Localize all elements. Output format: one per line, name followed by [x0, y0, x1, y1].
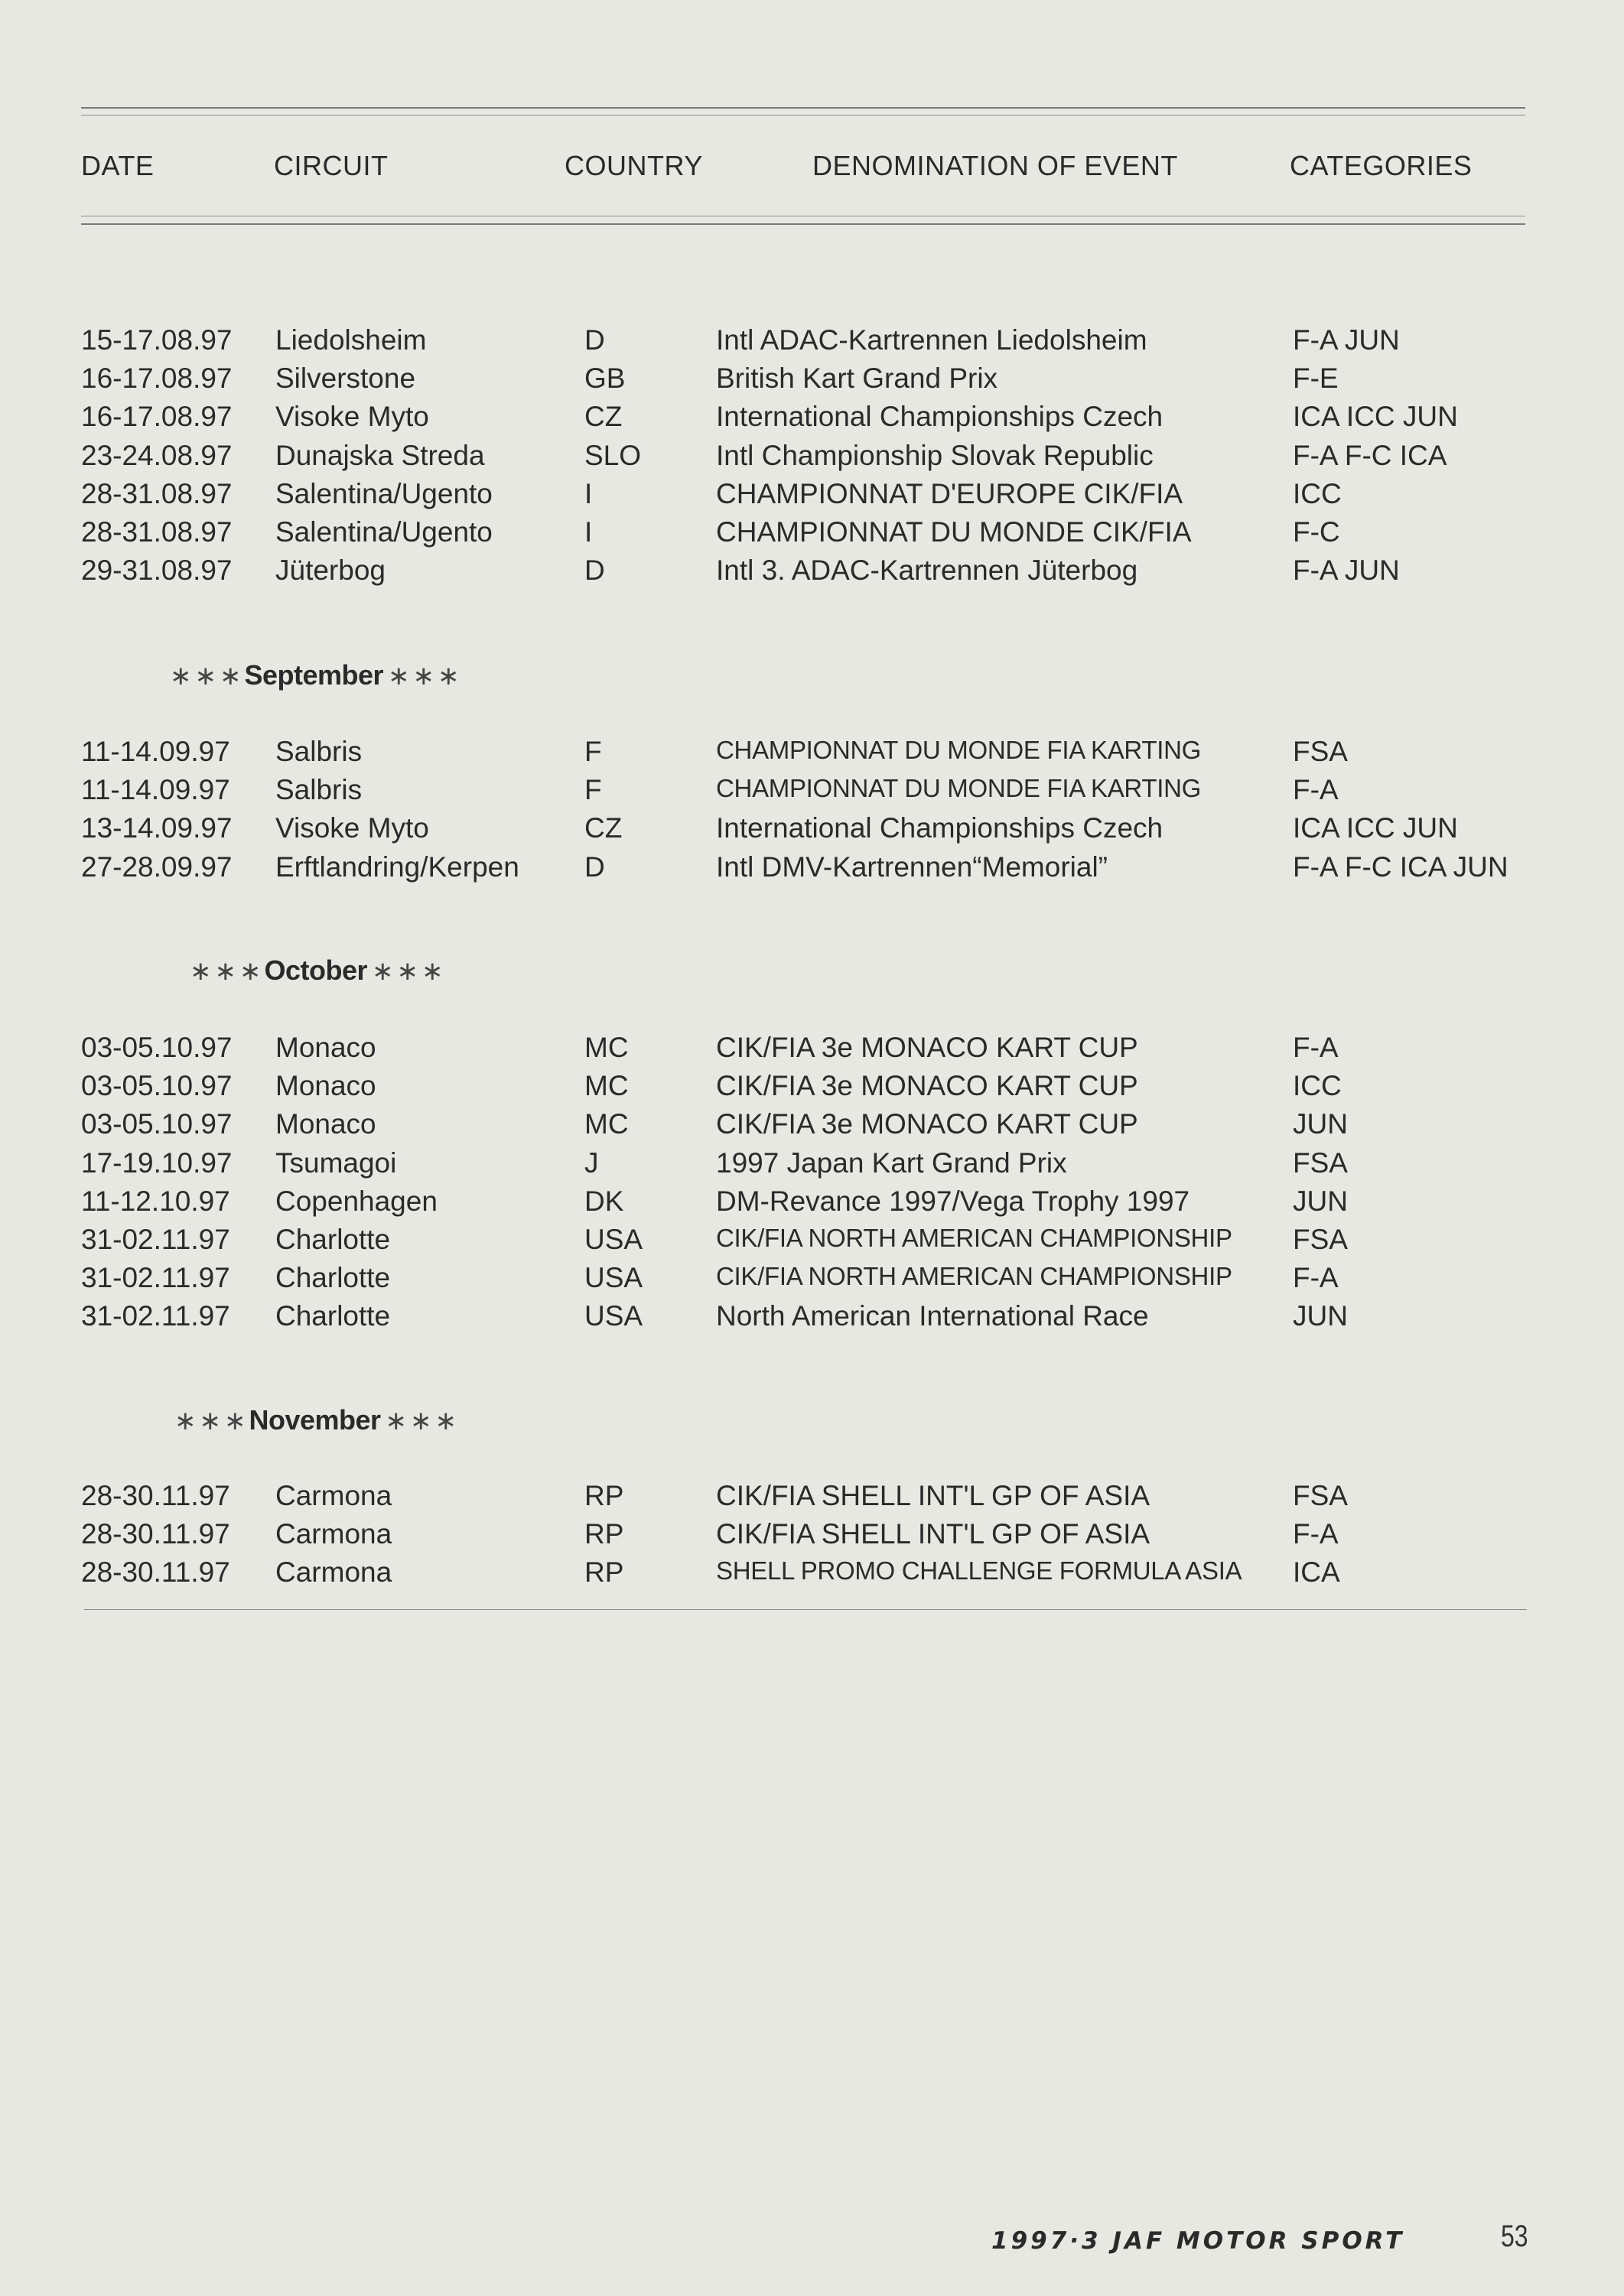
event-cell: CHAMPIONNAT D'EUROPE CIK/FIA — [716, 477, 1183, 509]
month-heading — [174, 1404, 460, 1436]
header-circuit: CIRCUIT — [274, 150, 389, 181]
country-cell: RP — [584, 1518, 624, 1550]
event-cell: DM-Revance 1997/Vega Trophy 1997 — [716, 1185, 1190, 1217]
categories-cell: ICA ICC JUN — [1293, 812, 1458, 844]
table-row — [0, 1108, 1624, 1146]
table-row — [0, 774, 1624, 812]
date-cell: 03-05.10.97 — [81, 1032, 233, 1063]
date-cell: 17-19.10.97 — [81, 1146, 233, 1179]
circuit-cell: Salentina/Ugento — [275, 477, 493, 509]
table-row — [0, 554, 1624, 593]
top-rule-1 — [81, 107, 1525, 109]
categories-cell: JUN — [1293, 1185, 1348, 1217]
categories-cell: F-A — [1293, 1518, 1339, 1550]
table-row — [0, 1556, 1624, 1595]
page-number: 53 — [1501, 2220, 1528, 2253]
circuit-cell: Carmona — [275, 1556, 392, 1589]
table-row — [0, 478, 1624, 516]
event-cell: CIK/FIA 3e MONACO KART CUP — [716, 1070, 1138, 1102]
table-row — [0, 851, 1624, 889]
header-categories: CATEGORIES — [1290, 150, 1473, 181]
date-cell: 31-02.11.97 — [81, 1262, 230, 1294]
categories-cell: F-A — [1293, 1032, 1339, 1063]
country-cell: J — [584, 1146, 599, 1179]
date-cell: 03-05.10.97 — [81, 1108, 233, 1140]
publication-footer: 1997·3 JAF MOTOR SPORT — [991, 2227, 1405, 2255]
categories-cell: F-A F-C ICA — [1293, 439, 1447, 471]
date-cell: 11-14.09.97 — [81, 774, 230, 806]
categories-cell: FSA — [1293, 1480, 1348, 1511]
asterisk-ornament-icon: ∗∗∗ — [385, 1407, 460, 1436]
circuit-cell: Charlotte — [275, 1262, 391, 1294]
table-row — [0, 1147, 1624, 1185]
categories-cell: ICC — [1293, 1070, 1342, 1102]
asterisk-ornament-icon: ∗∗∗ — [170, 662, 245, 691]
date-cell: 11-14.09.97 — [81, 736, 230, 767]
date-cell: 28-30.11.97 — [81, 1480, 230, 1511]
circuit-cell: Visoke Myto — [275, 401, 429, 433]
header-rule-2 — [81, 223, 1525, 225]
country-cell: MC — [584, 1108, 629, 1140]
asterisk-ornament-icon: ∗∗∗ — [372, 957, 447, 986]
country-cell: F — [584, 774, 602, 806]
event-cell: 1997 Japan Kart Grand Prix — [716, 1146, 1067, 1179]
categories-cell: JUN — [1293, 1108, 1348, 1140]
table-row — [0, 1070, 1624, 1108]
date-cell: 11-12.10.97 — [81, 1185, 230, 1217]
event-cell: CHAMPIONNAT DU MONDE FIA KARTING — [716, 736, 1201, 764]
country-cell: I — [584, 477, 593, 509]
country-cell: SLO — [584, 439, 642, 471]
categories-cell: ICA — [1293, 1556, 1340, 1589]
categories-cell: F-A F-C ICA JUN — [1293, 850, 1508, 883]
country-cell: D — [584, 324, 605, 356]
circuit-cell: Charlotte — [275, 1224, 391, 1255]
circuit-cell: Erftlandring/Kerpen — [275, 850, 519, 883]
country-cell: F — [584, 736, 602, 767]
country-cell: USA — [584, 1224, 643, 1255]
asterisk-ornament-icon: ∗∗∗ — [388, 662, 463, 691]
table-row — [0, 1518, 1624, 1556]
circuit-cell: Copenhagen — [275, 1185, 438, 1217]
table-row — [0, 1185, 1624, 1224]
event-cell: Intl 3. ADAC-Kartrennen Jüterbog — [716, 554, 1138, 587]
event-cell: CHAMPIONNAT DU MONDE CIK/FIA — [716, 516, 1192, 548]
circuit-cell: Salbris — [275, 736, 363, 767]
country-cell: D — [584, 554, 605, 587]
categories-cell: F-A — [1293, 1262, 1339, 1294]
country-cell: RP — [584, 1556, 624, 1589]
circuit-cell: Liedolsheim — [275, 324, 427, 356]
country-cell: D — [584, 850, 605, 883]
categories-cell: F-A JUN — [1293, 324, 1400, 356]
event-cell: Intl Championship Slovak Republic — [716, 439, 1154, 471]
event-cell: Intl ADAC-Kartrennen Liedolsheim — [716, 324, 1147, 356]
date-cell: 28-31.08.97 — [81, 477, 233, 509]
circuit-cell: Jüterbog — [275, 554, 386, 587]
circuit-cell: Monaco — [275, 1032, 376, 1063]
table-row — [0, 1480, 1624, 1518]
table-row — [0, 324, 1624, 363]
categories-cell: JUN — [1293, 1300, 1348, 1332]
country-cell: DK — [584, 1185, 624, 1217]
country-cell: I — [584, 516, 593, 548]
month-name: October — [264, 954, 367, 986]
date-cell: 31-02.11.97 — [81, 1300, 230, 1332]
event-cell: North American International Race — [716, 1300, 1149, 1332]
header-country: COUNTRY — [565, 150, 703, 181]
event-cell: CIK/FIA NORTH AMERICAN CHAMPIONSHIP — [716, 1262, 1232, 1291]
month-heading — [190, 954, 446, 987]
categories-cell: ICC — [1293, 477, 1342, 509]
table-row — [0, 1262, 1624, 1300]
categories-cell: F-A — [1293, 774, 1339, 806]
date-cell: 16-17.08.97 — [81, 363, 233, 395]
table-row — [0, 1032, 1624, 1070]
asterisk-ornament-icon: ∗∗∗ — [174, 1407, 249, 1436]
date-cell: 23-24.08.97 — [81, 439, 233, 471]
categories-cell: FSA — [1293, 736, 1348, 767]
month-name: November — [249, 1404, 381, 1436]
date-cell: 27-28.09.97 — [81, 850, 233, 883]
categories-cell: F-A JUN — [1293, 554, 1400, 587]
categories-cell: ICA ICC JUN — [1293, 401, 1458, 433]
date-cell: 13-14.09.97 — [81, 812, 233, 844]
circuit-cell: Carmona — [275, 1518, 392, 1550]
table-row — [0, 401, 1624, 439]
date-cell: 28-30.11.97 — [81, 1556, 230, 1589]
table-row — [0, 363, 1624, 401]
circuit-cell: Salbris — [275, 774, 363, 806]
month-name: September — [244, 659, 384, 691]
circuit-cell: Salentina/Ugento — [275, 516, 493, 548]
circuit-cell: Monaco — [275, 1070, 376, 1102]
header-date: DATE — [81, 150, 155, 181]
country-cell: USA — [584, 1262, 643, 1294]
categories-cell: FSA — [1293, 1146, 1348, 1179]
bottom-rule — [84, 1609, 1527, 1610]
categories-cell: FSA — [1293, 1224, 1348, 1255]
date-cell: 29-31.08.97 — [81, 554, 233, 587]
table-row — [0, 516, 1624, 554]
event-cell: Intl DMV-Kartrennen“Memorial” — [716, 850, 1108, 883]
table-row — [0, 736, 1624, 774]
asterisk-ornament-icon: ∗∗∗ — [190, 957, 265, 986]
header-event: DENOMINATION OF EVENT — [812, 150, 1178, 181]
circuit-cell: Charlotte — [275, 1300, 391, 1332]
event-cell: CIK/FIA NORTH AMERICAN CHAMPIONSHIP — [716, 1224, 1232, 1252]
country-cell: USA — [584, 1300, 643, 1332]
table-row — [0, 1224, 1624, 1262]
country-cell: GB — [584, 363, 626, 395]
table-header — [0, 150, 1624, 188]
date-cell: 15-17.08.97 — [81, 324, 233, 356]
circuit-cell: Dunajska Streda — [275, 439, 485, 471]
event-cell: British Kart Grand Prix — [716, 363, 998, 395]
event-cell: CIK/FIA 3e MONACO KART CUP — [716, 1032, 1138, 1063]
country-cell: CZ — [584, 812, 623, 844]
event-cell: CIK/FIA SHELL INT'L GP OF ASIA — [716, 1518, 1150, 1550]
date-cell: 16-17.08.97 — [81, 401, 233, 433]
circuit-cell: Monaco — [275, 1108, 376, 1140]
country-cell: MC — [584, 1032, 629, 1063]
date-cell: 03-05.10.97 — [81, 1070, 233, 1102]
table-row — [0, 1300, 1624, 1338]
table-row — [0, 440, 1624, 478]
country-cell: RP — [584, 1480, 624, 1511]
event-cell: SHELL PROMO CHALLENGE FORMULA ASIA — [716, 1556, 1242, 1585]
event-cell: International Championships Czech — [716, 401, 1163, 433]
circuit-cell: Silverstone — [275, 363, 416, 395]
country-cell: CZ — [584, 401, 623, 433]
event-cell: International Championships Czech — [716, 812, 1163, 844]
month-heading — [170, 659, 463, 691]
country-cell: MC — [584, 1070, 629, 1102]
table-row — [0, 812, 1624, 850]
circuit-cell: Carmona — [275, 1480, 392, 1511]
date-cell: 28-30.11.97 — [81, 1518, 230, 1550]
event-cell: CIK/FIA 3e MONACO KART CUP — [716, 1108, 1138, 1140]
date-cell: 31-02.11.97 — [81, 1224, 230, 1255]
event-cell: CHAMPIONNAT DU MONDE FIA KARTING — [716, 774, 1201, 803]
event-cell: CIK/FIA SHELL INT'L GP OF ASIA — [716, 1480, 1150, 1511]
circuit-cell: Visoke Myto — [275, 812, 429, 844]
categories-cell: F-E — [1293, 363, 1339, 395]
circuit-cell: Tsumagoi — [275, 1146, 397, 1179]
date-cell: 28-31.08.97 — [81, 516, 233, 548]
categories-cell: F-C — [1293, 516, 1340, 548]
